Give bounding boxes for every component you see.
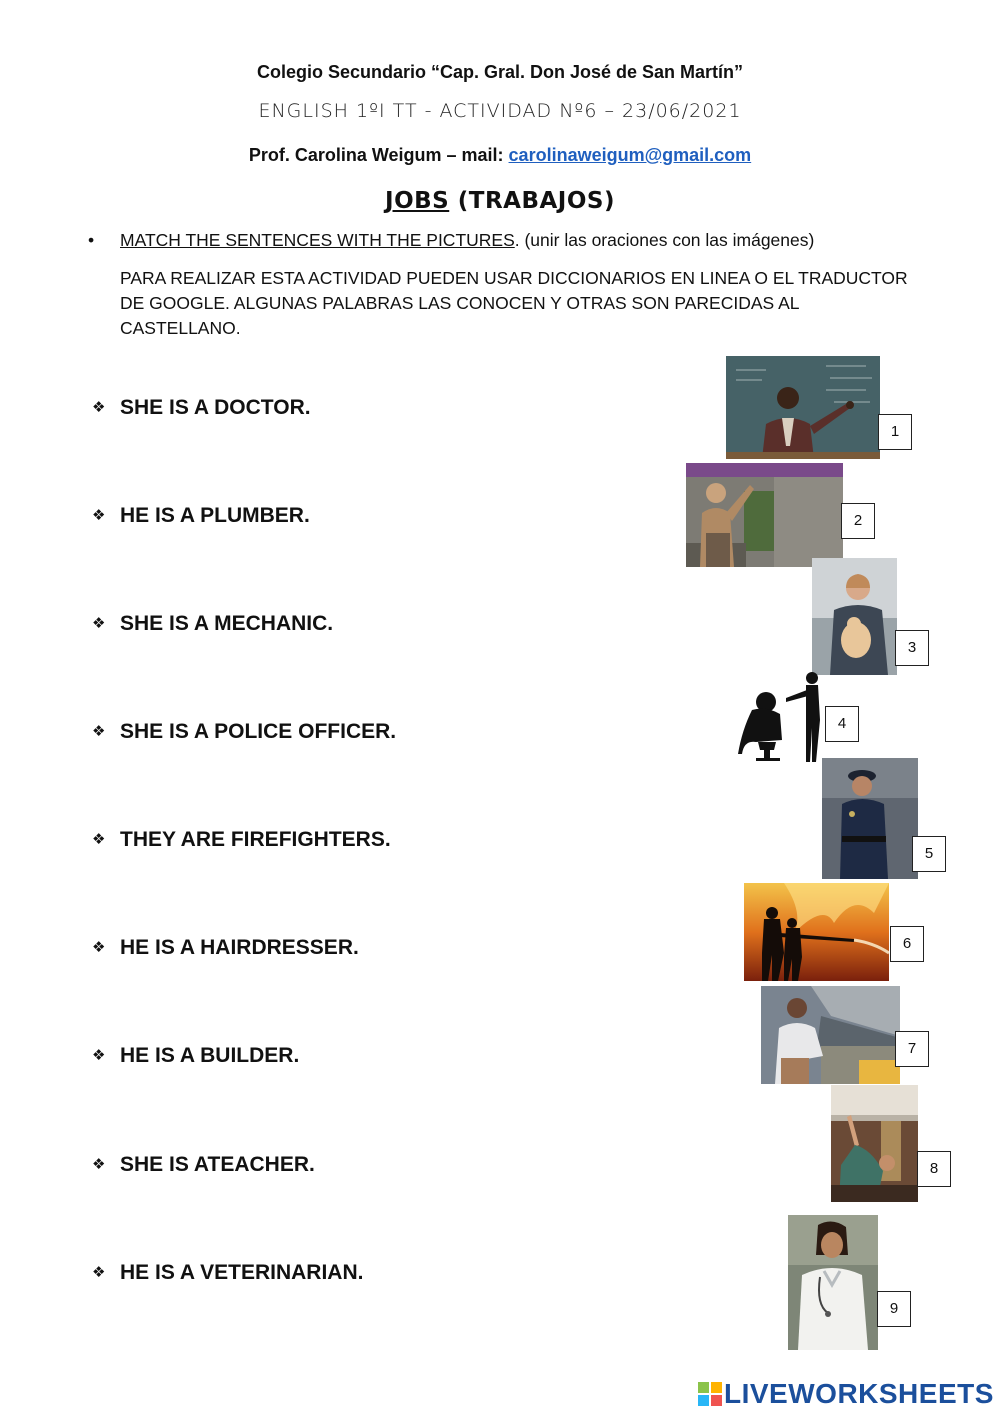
sentence-text: HE IS A BUILDER. (120, 1044, 300, 1067)
picture-number-8: 8 (917, 1151, 951, 1187)
sentence-9 (92, 1261, 363, 1285)
sentence-text: THEY ARE FIREFIGHTERS. (120, 828, 391, 851)
subject-line: ENGLISH 1ºI TT - ACTIVIDAD Nº6 – 23/06/2021 (258, 100, 742, 122)
diamond-bullet-icon: ❖ (92, 1156, 106, 1173)
sentence-1 (92, 396, 311, 420)
instruction-rest: . (unir las oraciones con las imágenes) (514, 230, 815, 250)
teacher-label: Prof. Carolina Weigum – mail: (248, 145, 509, 165)
bullet-icon: • (88, 230, 95, 250)
diamond-bullet-icon: ❖ (92, 1264, 106, 1281)
diamond-bullet-icon: ❖ (92, 399, 106, 416)
sentence-5 (92, 828, 391, 852)
page-title (0, 188, 1000, 214)
sentence-text: SHE IS A DOCTOR. (120, 396, 311, 419)
doctor-photo-icon (788, 1215, 878, 1350)
police-officer-photo-icon (822, 758, 918, 879)
builder-photo-icon (686, 463, 843, 567)
sentence-7 (92, 1044, 299, 1068)
picture-number-5: 5 (912, 836, 946, 872)
diamond-bullet-icon: ❖ (92, 939, 106, 956)
picture-number-3: 3 (895, 630, 929, 666)
instruction-bullet (88, 230, 814, 251)
diamond-bullet-icon: ❖ (92, 831, 106, 848)
diamond-bullet-icon: ❖ (92, 723, 106, 740)
sentence-text: SHE IS A POLICE OFFICER. (120, 720, 397, 743)
sentence-8 (92, 1153, 315, 1177)
sentence-text: HE IS A HAIRDRESSER. (120, 936, 359, 959)
picture-number-2: 2 (841, 503, 875, 539)
sentence-2 (92, 504, 310, 528)
plumber-photo-icon (831, 1085, 918, 1202)
picture-number-1: 1 (878, 414, 912, 450)
sentence-6 (92, 936, 359, 960)
title-main: JOBS (385, 188, 450, 214)
sentence-text: HE IS A PLUMBER. (120, 504, 310, 527)
liveworksheets-logo-icon (698, 1382, 722, 1406)
title-sub: (TRABAJOS) (449, 188, 615, 214)
veterinarian-photo-icon (812, 558, 897, 675)
picture-number-9: 9 (877, 1291, 911, 1327)
instruction-paragraph: PARA REALIZAR ESTA ACTIVIDAD PUEDEN USAR DICCIONARIOS EN LINEA O EL TRADUCTOR DE GOOGLE. ALGUNAS PALABRAS LAS CONOCEN Y OTRAS SON PARECIDAS AL CASTELLANO. (120, 268, 908, 338)
teacher-photo-icon (726, 356, 880, 459)
sentence-text: SHE IS ATEACHER. (120, 1153, 315, 1176)
diamond-bullet-icon: ❖ (92, 507, 106, 524)
picture-number-6: 6 (890, 926, 924, 962)
hairdresser-silhouette-icon (736, 670, 824, 765)
diamond-bullet-icon: ❖ (92, 1047, 106, 1064)
diamond-bullet-icon: ❖ (92, 615, 106, 632)
sentence-3 (92, 612, 333, 636)
school-name: Colegio Secundario “Cap. Gral. Don José de San Martín” (256, 62, 744, 82)
sentence-4 (92, 720, 396, 744)
sentence-text: HE IS A VETERINARIAN. (120, 1261, 364, 1284)
teacher-line (0, 145, 1000, 166)
firefighters-photo-icon (744, 883, 889, 981)
sentence-text: SHE IS A MECHANIC. (120, 612, 334, 635)
teacher-email-link[interactable]: carolinaweigum@gmail.com (508, 145, 752, 165)
mechanic-photo-icon (761, 986, 900, 1084)
instruction-main: MATCH THE SENTENCES WITH THE PICTURES (120, 230, 515, 250)
picture-number-7: 7 (895, 1031, 929, 1067)
liveworksheets-logo (698, 1378, 994, 1410)
brand-text: LIVEWORKSHEETS (724, 1378, 994, 1409)
picture-number-4: 4 (825, 706, 859, 742)
